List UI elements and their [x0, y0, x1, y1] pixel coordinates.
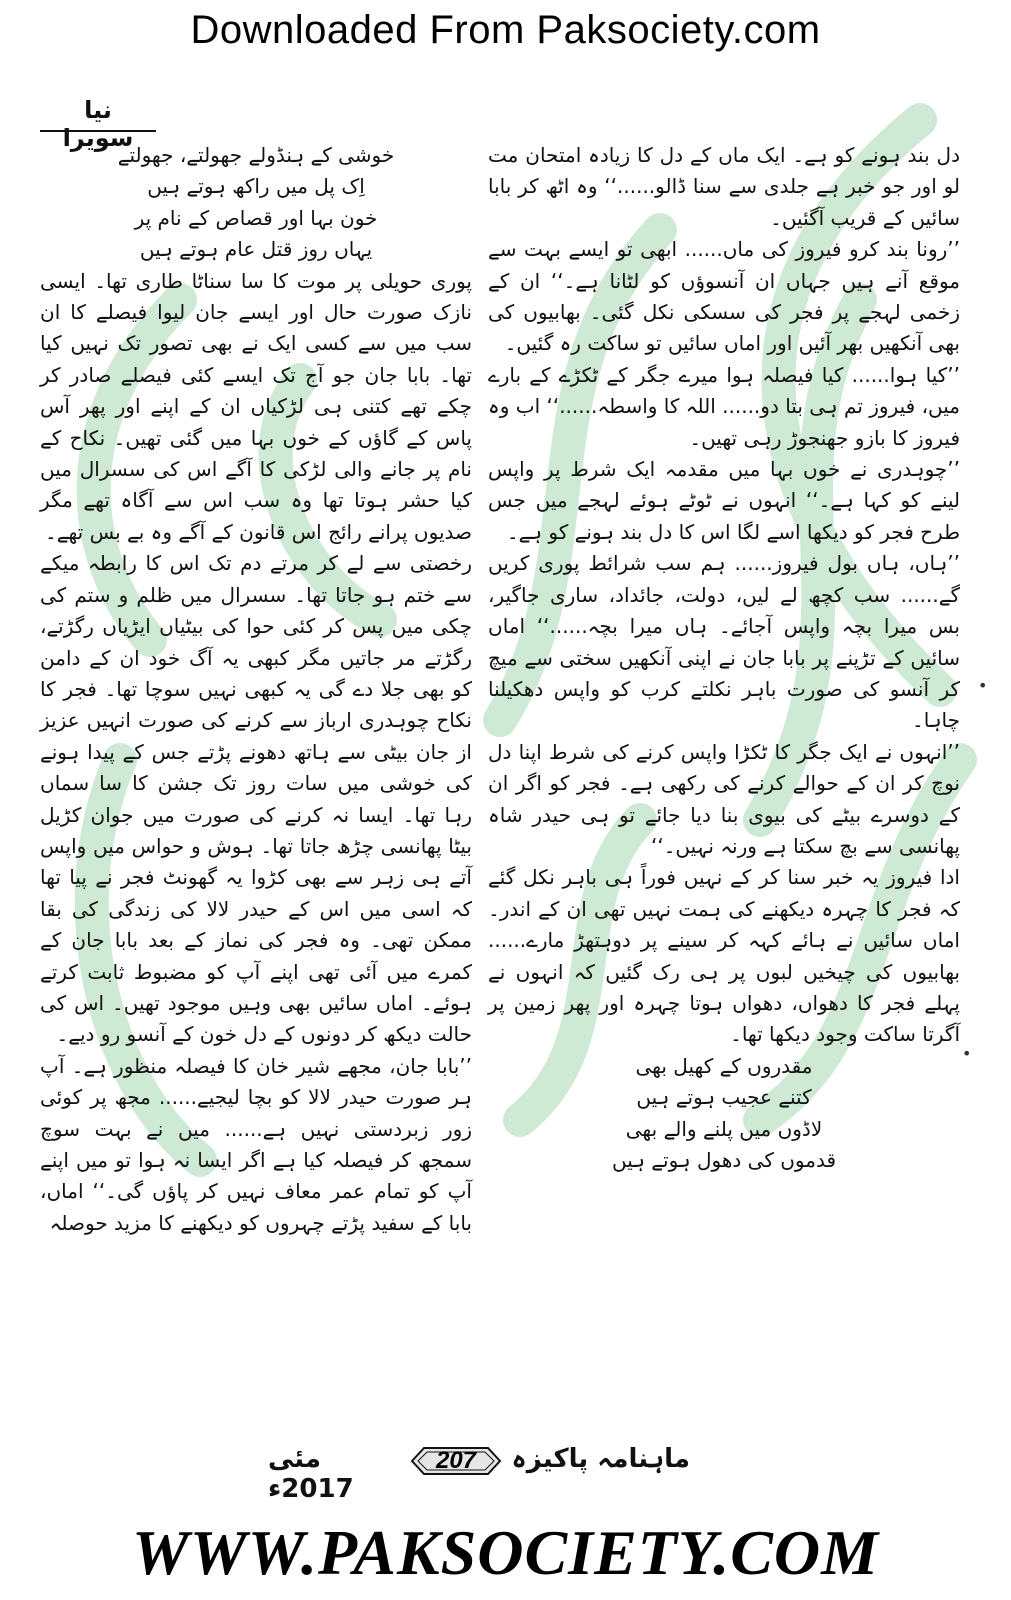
- verse-line: قدموں کی دھول ہوتے ہیں: [611, 1148, 837, 1172]
- page-number: 207: [435, 1447, 477, 1474]
- paragraph: ’’ہاں، ہاں بول فیروز...... ہم سب شرائط پوری کریں گے...... سب کچھ لے لیں، دولت، جائداد، ساری جاگیر، بس میرا بچہ واپس آجائے۔ ہاں میرا بچہ......‘‘ اماں سائیں کے تڑپنے پر بابا جان نے اپنی آنکھیں سختی سے میچ کر آنسو کی صورت باہر نکلتے کرب کو واپس دھکیلنا چاہا۔: [488, 551, 960, 733]
- opening-verse: [40, 140, 472, 266]
- verse-line: اِک پل میں راکھ ہوتے ہیں: [147, 174, 365, 199]
- margin-mark: •: [962, 1044, 972, 1063]
- issue-date: مئی 2017ء: [268, 1444, 354, 1504]
- paragraph: پوری حویلی پر موت کا سا سناٹا طاری تھا۔ ایسی نازک صورت حال اور ایسے جان لیوا فیصلے کا ان سب میں سے کسی ایک نے بھی تصور تک نہیں کیا تھا۔ بابا جان جو آج تک ایسے کئی فیصلے صادر کر چکے تھے کتنی ہی لڑکیاں ان کے اپنے اور پھر آس پاس کے گاؤں کے خوں بہا میں گئی تھیں۔ نکاح کے نام پر جانے والی لڑکی کا آگے اس کی سسرال میں کیا حشر ہوتا تھا وہ سب اس سے آگاہ تھے مگر صدیوں پرانے رائج اس قانون کے آگے وہ بے بس تھے۔: [40, 268, 472, 544]
- closing-verse: [488, 1051, 960, 1177]
- download-banner: Downloaded From Paksociety.com: [190, 8, 821, 52]
- section-title: نیا سویرا: [62, 96, 134, 152]
- margin-mark: •: [978, 676, 988, 695]
- paragraph: ’’بابا جان، مجھے شیر خان کا فیصلہ منظور ہے۔ آپ ہر صورت حیدر لالا کو بچا لیجیے...... مجھ پر کوئی زور زبردستی نہیں ہے...... میں نے بہت سوچ سمجھ کر فیصلہ کیا ہے اگر ایسا نہ ہوا تو میں اپنے آپ کو تمام عمر معاف نہیں کر پاؤں گی۔‘‘ اماں، بابا کے سفید پڑتے چہروں کو دیکھنے کا مزید حوصلہ: [40, 1053, 472, 1235]
- verse-line: خون بہا اور قصاص کے نام پر: [134, 205, 378, 230]
- site-url: WWW.PAKSOCIETY.COM: [131, 1517, 880, 1588]
- right-text-column: [488, 140, 960, 1176]
- paragraph: ’’رونا بند کرو فیروز کی ماں...... ابھی تو ایسے بہت سے موقع آنے ہیں جہاں ان آنسوؤں کو لٹانا ہے۔‘‘ ان کے زخمی لہجے پر فجر کی سسکی نکل گئی۔ بھابیوں کی بھی آنکھیں بھر آئیں اور اماں سائیں تو ساکت رہ گئیں۔: [488, 237, 960, 356]
- paragraph: ’’چوہدری نے خوں بہا میں مقدمہ ایک شرط پر واپس لینے کو کہا ہے۔‘‘ انہوں نے ٹوٹے ہوئے لہجے میں جس طرح فجر کو دیکھا اسے لگا اس کا دل بند ہونے کو ہے۔: [488, 457, 960, 544]
- page-footer: [0, 1444, 1011, 1504]
- verse-line: یہاں روز قتل عام ہوتے ہیں: [139, 237, 373, 262]
- verse-line: مقدروں کے کھیل بھی: [635, 1053, 813, 1078]
- verse-line: لاڈوں میں پلنے والے بھی: [625, 1116, 823, 1141]
- paragraph: رخصتی سے لے کر مرتے دم تک اس کا رابطہ میکے سے ختم ہو جاتا تھا۔ سسرال میں ظلم و ستم کی چکی میں پس کر کئی حوا کی بیٹیاں ایڑیاں رگڑتے، رگڑتے مر جاتیں مگر کبھی یہ آگ خود ان کے دامن کو بھی جلا دے گی یہ کبھی نہیں سوچا تھا۔ فجر کا نکاح چوہدری ارباز سے کرنے کی صورت انہیں عزیز از جان بیٹی سے ہاتھ دھونے پڑتے جس کے پیدا ہونے کی خوشی میں سات روز تک جشن کا سا سماں رہا تھا۔ ایسا نہ کرنے کی صورت میں جوان کڑیل بیٹا پھانسی چڑھ جاتا تھا۔ ہوش و حواس میں واپس آتے ہی زہر سے بھی کڑوا یہ گھونٹ فجر نے پیا تھا کہ اسی میں اس کے حیدر لالا کی زندگی کی بقا ممکن تھی۔ وہ فجر کی نماز کے بعد بابا جان کے کمرے میں آئی تھی اپنے آپ کو مضبوط ثابت کرتے ہوئے۔ اماں سائیں بھی وہیں موجود تھیں۔ اس کی حالت دیکھ کر دونوں کے دل خون کے آنسو رو دیے۔: [40, 551, 472, 1047]
- left-text-column: [40, 140, 472, 1239]
- paragraph: ’’انہوں نے ایک جگر کا ٹکڑا واپس کرنے کی شرط اپنا دل نوچ کر ان کے حوالے کرنے کی رکھی ہے۔ فجر کو اگر ان کے دوسرے بیٹے کی بیوی بنا دیا جائے تو ہی حیدر شاہ پھانسی سے بچ سکتا ہے ورنہ نہیں۔‘‘: [488, 739, 960, 858]
- verse-line: کتنے عجیب ہوتے ہیں: [636, 1085, 812, 1110]
- paragraph: دل بند ہونے کو ہے۔ ایک ماں کے دل کا زیادہ امتحان مت لو اور جو خبر ہے جلدی سے سنا ڈالو......‘‘ وہ اٹھ کر بابا سائیں کے قریب آگئیں۔: [488, 143, 960, 230]
- verse-line: خوشی کے ہنڈولے جھولتے، جھولتے: [117, 143, 395, 167]
- paragraph: ’’کیا ہوا...... کیا فیصلہ ہوا میرے جگر کے ٹکڑے کے بارے میں، فیروز تم ہی بتا دو...... اللہ کا واسطہ......‘‘ اب وہ فیروز کا بازو جھنجوڑ رہی تھیں۔: [488, 362, 960, 450]
- section-title-underline: [40, 130, 156, 132]
- paragraph: ادا فیروز یہ خبر سنا کر کے نہیں فوراً ہی باہر نکل گئے کہ فجر کا چہرہ دیکھنے کی ہمت نہیں تھی ان کے اندر۔ اماں سائیں نے ہائے کہہ کر سینے پر دوہتھڑ مارے...... بھابیوں کی چیخیں لبوں پر ہی رک گئیں کہ انہوں نے پہلے فجر کا دھواں، دھواں ہوتا چہرہ اور پھر زمین پر آگرتا ساکت وجود دیکھا تھا۔: [488, 865, 960, 1047]
- magazine-name: ماہنامہ پاکیزہ: [511, 1444, 690, 1474]
